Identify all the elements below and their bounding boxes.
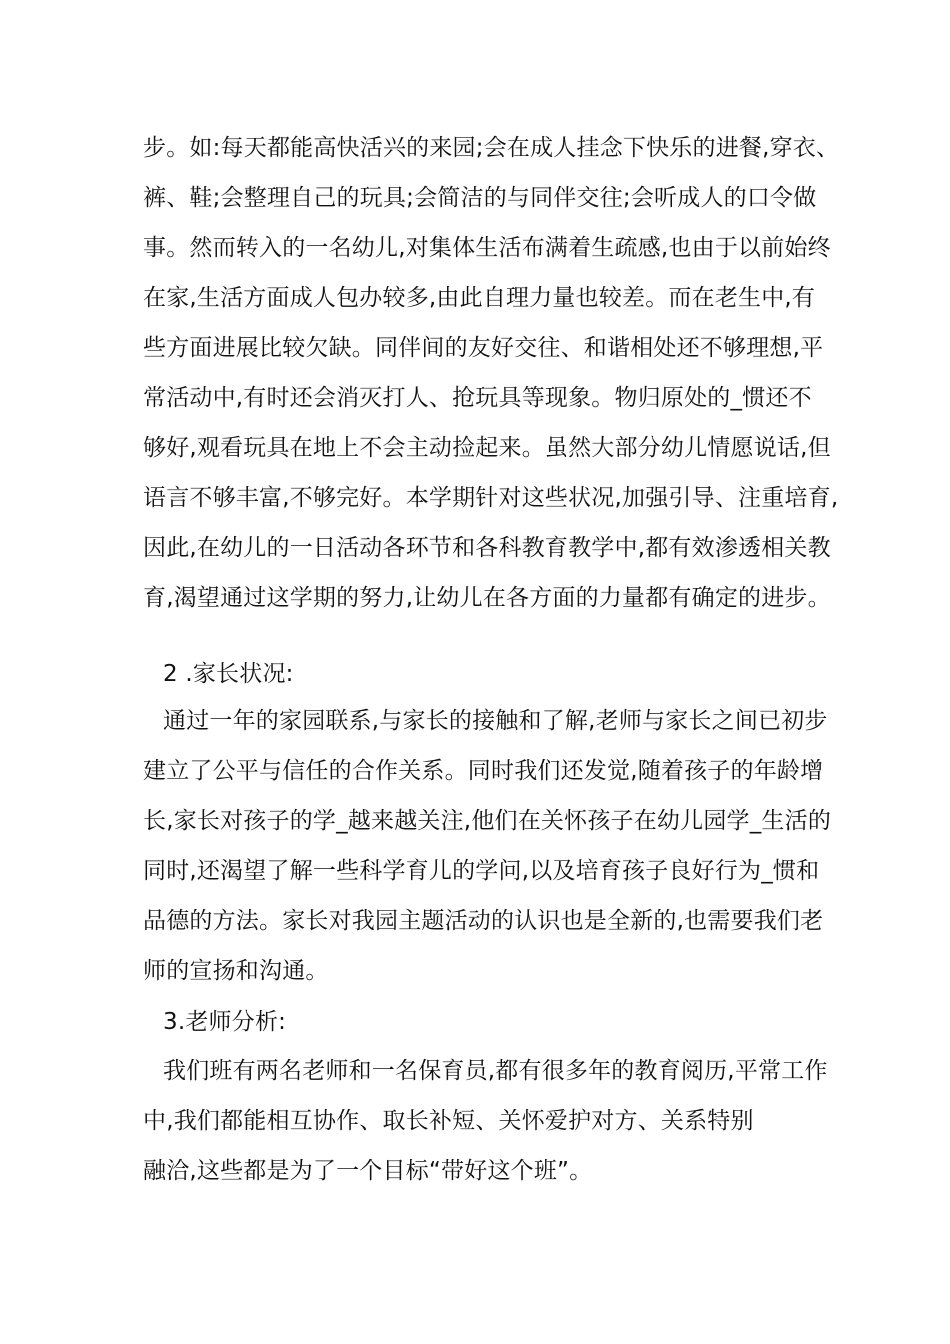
section-heading-parents: 2 .家长状况: [163, 661, 294, 687]
paragraph-line: 常活动中,有时还会消灭打人、抢玩具等现象。物归原处的_惯还不 [143, 385, 812, 411]
paragraph-line: 品德的方法。家长对我园主题活动的认识也是全新的,也需要我们老 [143, 908, 824, 934]
paragraph-line: 些方面进展比较欠缺。同伴间的友好交往、和谐相处还不够理想,平 [143, 335, 824, 361]
paragraph-line: 步。如:每天都能高快活兴的来园;会在成人挂念下快乐的进餐,穿衣、 [143, 135, 840, 161]
paragraph-line: 建立了公平与信任的合作关系。同时我们还发觉,随着孩子的年龄增 [143, 758, 824, 784]
paragraph-line: 语言不够丰富,不够完好。本学期针对这些状况,加强引导、注重培育, [143, 485, 839, 511]
paragraph-line: 因此,在幼儿的一日活动各环节和各科教育教学中,都有效渗透相关教 [143, 535, 831, 561]
paragraph-line: 育,渴望通过这学期的努力,让幼儿在各方面的力量都有确定的进步。 [143, 585, 831, 611]
paragraph-line: 够好,观看玩具在地上不会主动捡起来。虽然大部分幼儿情愿说话,但 [143, 435, 831, 461]
paragraph-line: 通过一年的家园联系,与家长的接触和了解,老师与家长之间已初步 [163, 708, 828, 734]
paragraph-line: 融洽,这些都是为了一个目标“带好这个班”。 [143, 1158, 593, 1184]
paragraph-line: 我们班有两名老师和一名保育员,都有很多年的教育阅历,平常工作 [163, 1058, 828, 1084]
paragraph-line: 裤、鞋;会整理自己的玩具;会简洁的与同伴交往;会听成人的口令做 [143, 185, 817, 211]
paragraph-line: 中,我们都能相互协作、取长补短、关怀爱护对方、关系特别 [143, 1108, 754, 1134]
paragraph-line: 同时,还渴望了解一些科学育儿的学问,以及培育孩子良好行为_惯和 [143, 858, 820, 884]
paragraph-line: 长,家长对孩子的学_越来越关注,他们在关怀孩子在幼儿园学_生活的 [143, 808, 832, 834]
section-heading-teachers: 3.老师分析: [163, 1009, 287, 1035]
paragraph-line: 在家,生活方面成人包办较多,由此自理力量也较差。而在老生中,有 [143, 285, 816, 311]
paragraph-line: 事。然而转入的一名幼儿,对集体生活布满着生疏感,也由于以前始终 [143, 235, 831, 261]
paragraph-line: 师的宣扬和沟通。 [143, 958, 329, 984]
